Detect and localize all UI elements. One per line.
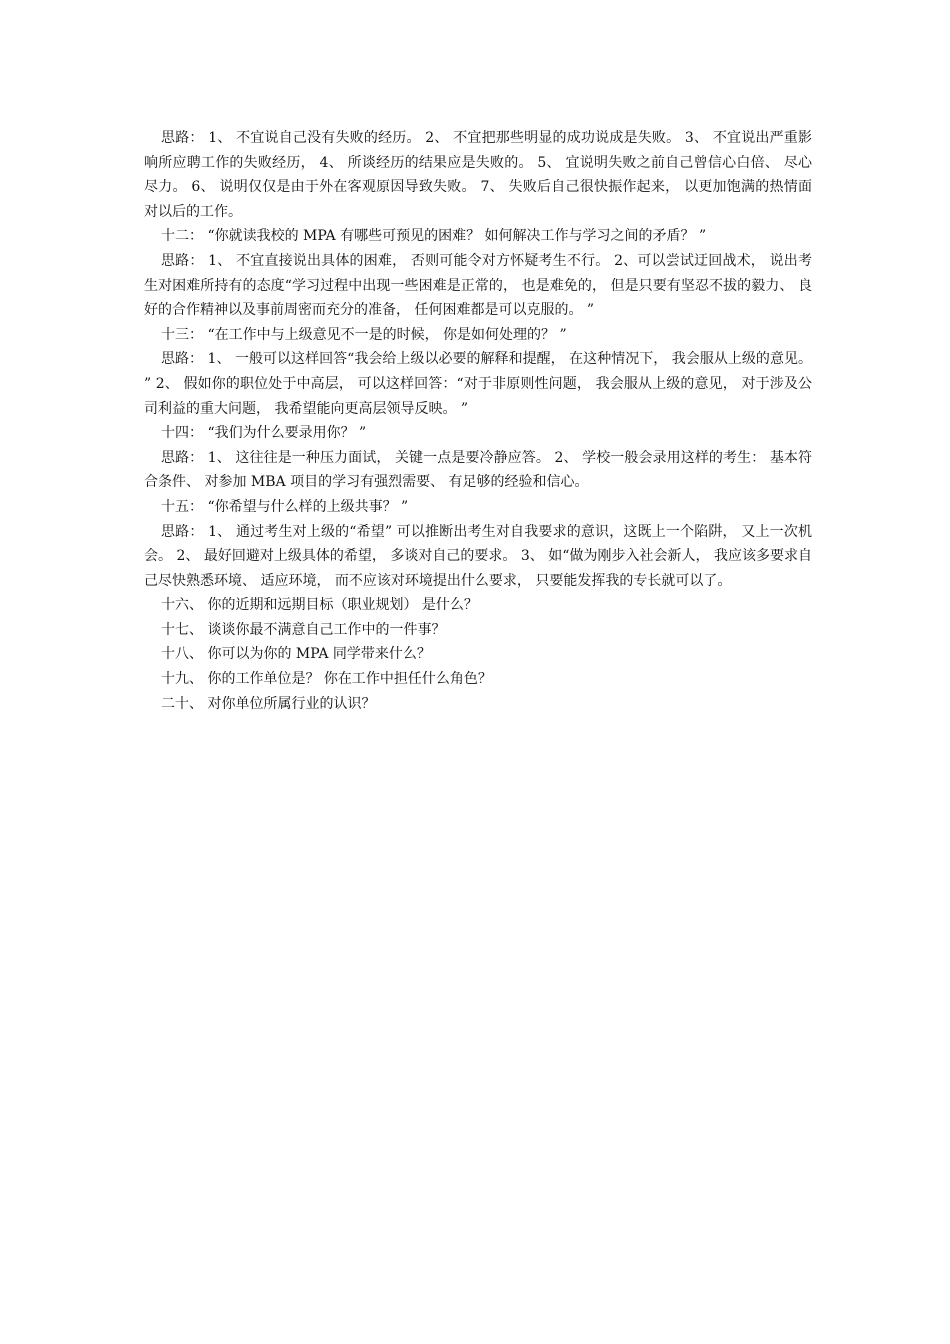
question-18: 十八、 你可以为你的 MPA 同学带来什么？	[161, 646, 431, 663]
question-16: 十六、 你的近期和远期目标（职业规划） 是什么？	[161, 597, 478, 614]
document-body	[144, 126, 812, 716]
paragraph-11-answer: 思路： 1、 不宜说自己没有失败的经历。 2、 不宜把那些明显的成功说成是失败。 3、 不宜说出严重影响所应聘工作的失败经历， 4、 所谈经历的结果应是失败的。 5、 宜说明失败之前自己曾信心白倍、 尽心尽力。 6、 说明仅仅是由于外在客观原因导致失败。 7、 失败后自己很快振作起来， 以更加饱满的热情面对以后的工作。	[144, 130, 812, 220]
question-17: 十七、 谈谈你最不满意自己工作中的一件事？	[161, 621, 446, 638]
question-20: 二十、 对你单位所属行业的认识？	[161, 695, 376, 712]
paragraph-14-answer: 思路： 1、 这往往是一种压力面试， 关键一点是要冷静应答。 2、 学校一般会录用这样的考生： 基本符合条件、 对参加 MBA 项目的学习有强烈需要、 有足够的经验和信心。	[144, 449, 812, 491]
paragraph-13-answer: 思路： 1、 一般可以这样回答“我会给上级以必要的解释和提醒， 在这种情况下， 我会服从上级的意见。 ” 2、 假如你的职位处于中高层， 可以这样回答：“对于非原则性问题， 我会服从上级的意见， 对于涉及公司利益的重大问题， 我希望能向更高层领导反映。 ”	[144, 351, 812, 417]
question-15: 十五： “你希望与什么样的上级共事？ ”	[161, 498, 409, 515]
question-19: 十九、 你的工作单位是？ 你在工作中担任什么角色？	[161, 671, 492, 688]
paragraph-15-answer: 思路： 1、 通过考生对上级的“希望” 可以推断出考生对自我要求的意识，这既上一个陷阱， 又上一次机会。 2、 最好回避对上级具体的希望， 多谈对自己的要求。 3、 如“做为刚步入社会新人， 我应该多要求自己尽快熟悉环境、 适应环境， 而不应该对环境提出什么要求， 只要能发挥我的专长就可以了。	[144, 523, 812, 589]
question-12: 十二： “你就读我校的 MPA 有哪些可预见的困难？ 如何解决工作与学习之间的矛盾？ ”	[161, 228, 707, 245]
question-14: 十四： “我们为什么要录用你？ ”	[161, 425, 367, 442]
paragraph-12-answer: 思路： 1、 不宜直接说出具体的困难， 否则可能令对方怀疑考生不行。 2、可以尝试迂回战术， 说出考生对困难所持有的态度“学习过程中出现一些困难是正常的， 也是难免的， 但是只要有坚忍不拔的毅力、 良好的合作精神以及事前周密而充分的准备， 任何困难都是可以克服的。 ”	[144, 252, 812, 319]
question-13: 十三： “在工作中与上级意见不一是的时候， 你是如何处理的？ ”	[161, 326, 567, 343]
